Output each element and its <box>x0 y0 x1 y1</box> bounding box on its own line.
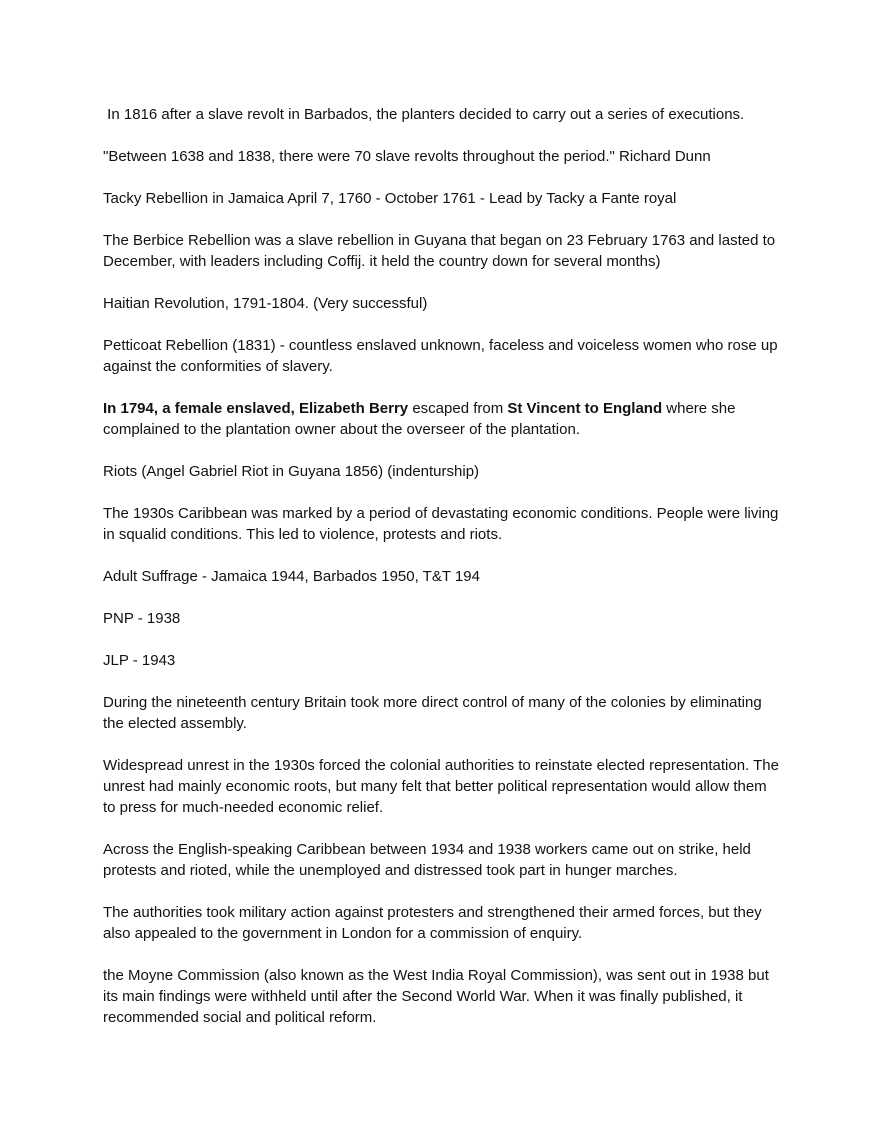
text-run: Haitian Revolution, 1791-1804. (Very successful) <box>103 295 428 312</box>
text-run: Tacky Rebellion in Jamaica April 7, 1760 - October 1761 - Lead by Tacky a Fante royal <box>103 190 677 207</box>
paragraph <box>103 461 779 482</box>
text-run: The 1930s Caribbean was marked by a period of devastating economic conditions. People were living in squalid conditions. This led to violence, protests and riots. <box>103 505 783 543</box>
paragraph <box>103 692 779 734</box>
text-run: Widespread unrest in the 1930s forced the colonial authorities to reinstate elected representation. The unrest had mainly economic roots, but many felt that better political representation would allow them to press for much-needed economic relief. <box>103 757 784 816</box>
paragraph <box>103 146 779 167</box>
text-run: The authorities took military action against protesters and strengthened their armed forces, but they also appealed to the government in London for a commission of enquiry. <box>103 904 766 942</box>
text-run: The Berbice Rebellion was a slave rebellion in Guyana that began on 23 February 1763 and lasted to December, with leaders including Coffij. it held the country down for several months) <box>103 232 780 270</box>
text-run: Riots (Angel Gabriel Riot in Guyana 1856) (indenturship) <box>103 463 480 480</box>
text-run: In 1816 after a slave revolt in Barbados, the planters decided to carry out a series of executions. <box>103 106 745 123</box>
paragraph <box>103 104 779 125</box>
paragraph <box>103 398 779 440</box>
text-run: where she complained to the plantation owner about the overseer of the plantation. <box>103 400 740 438</box>
paragraph <box>103 839 779 881</box>
text-run: During the nineteenth century Britain took more direct control of many of the colonies by eliminating the elected assembly. <box>103 694 766 732</box>
text-run: "Between 1638 and 1838, there were 70 slave revolts throughout the period." Richard Dunn <box>103 148 711 165</box>
text-run: JLP - 1943 <box>103 652 176 669</box>
bold-text-run: St Vincent to England <box>507 400 663 417</box>
text-run: escaped from <box>408 400 508 417</box>
paragraph <box>103 293 779 314</box>
text-run: Petticoat Rebellion (1831) - countless enslaved unknown, faceless and voiceless women who rose up against the conformities of slavery. <box>103 337 782 375</box>
paragraph <box>103 566 779 587</box>
paragraph <box>103 188 779 209</box>
document-body[interactable] <box>103 104 784 1028</box>
paragraph <box>103 335 782 377</box>
paragraph <box>103 608 779 629</box>
text-run: PNP - 1938 <box>103 610 181 627</box>
paragraph <box>103 503 783 545</box>
paragraph <box>103 965 779 1028</box>
text-run: Adult Suffrage - Jamaica 1944, Barbados 1950, T&T 194 <box>103 568 480 585</box>
paragraph <box>103 650 779 671</box>
bold-text-run: In 1794, a female enslaved, Elizabeth Berry <box>103 400 409 417</box>
paragraph <box>103 902 779 944</box>
paragraph <box>103 230 779 272</box>
paragraph <box>103 755 784 818</box>
text-run: Across the English-speaking Caribbean between 1934 and 1938 workers came out on strike, held protests and rioted, while the unemployed and distressed took part in hunger marches. <box>103 841 756 879</box>
text-run: the Moyne Commission (also known as the West India Royal Commission), was sent out in 1938 but its main findings were withheld until after the Second World War. When it was finally published, it recommended social and political reform. <box>103 967 774 1026</box>
